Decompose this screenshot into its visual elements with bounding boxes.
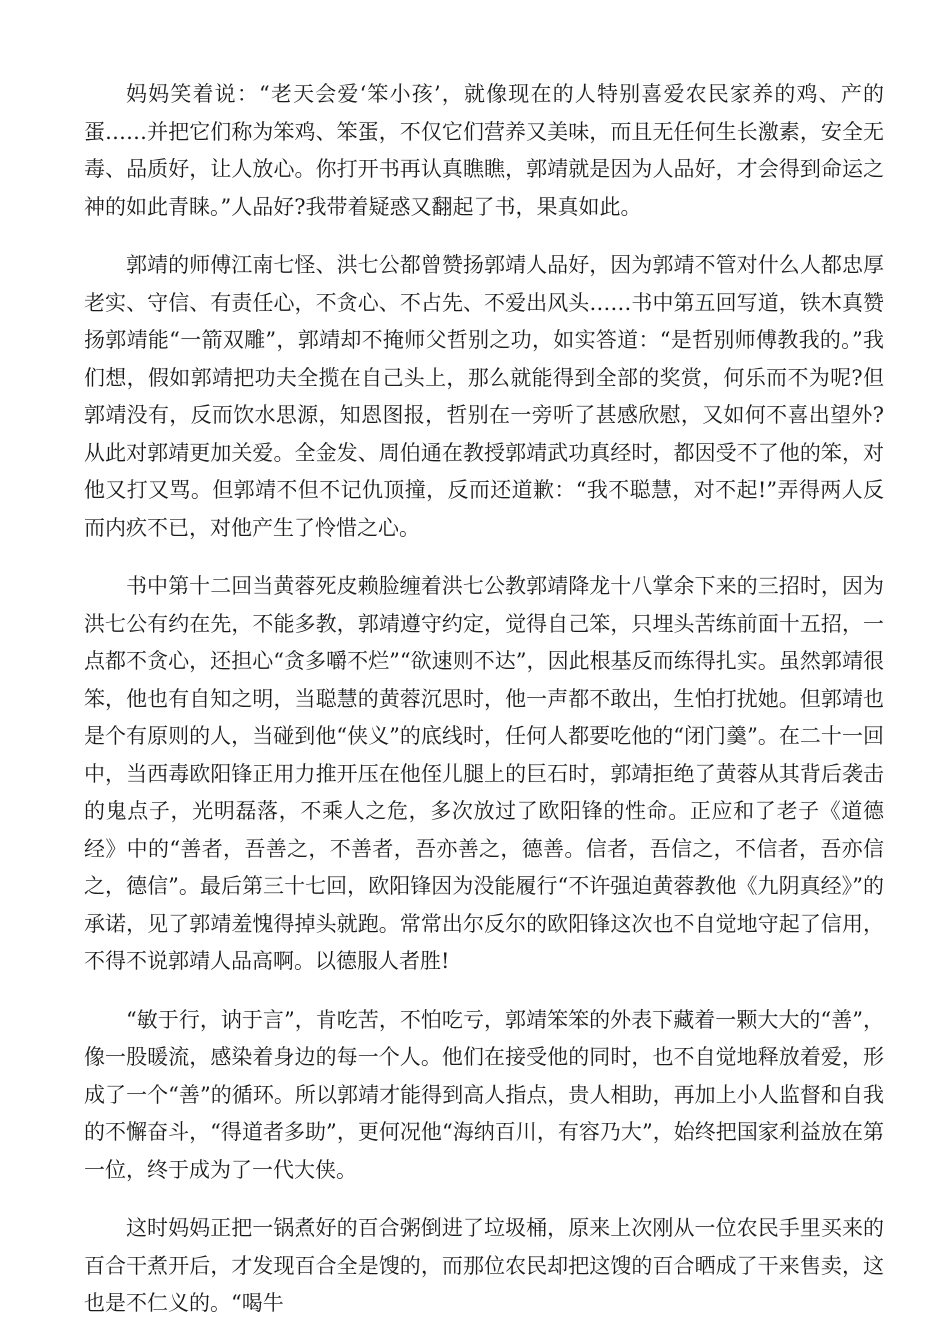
paragraph-2: 郭靖的师傅江南七怪、洪七公都曾赞扬郭靖人品好，因为郭靖不管对什么人都忠厚老实、守信、有责任心，不贪心、不占先、不爱出风头……书中第五回写道，铁木真赞扬郭靖能“一箭双雕”，郭靖却不掩师父哲别之功，如实答道：“是哲别师傅教我的。”我们想，假如郭靖把功夫全揽在自己头上，那么就能得到全部的奖赏，何乐而不为呢?但郭靖没有，反而饮水思源，知恩图报，哲别在一旁听了甚感欣慰，又如何不喜出望外?从此对郭靖更加关爱。全金发、周伯通在教授郭靖武功真经时，都因受不了他的笨，对他又打又骂。但郭靖不但不记仇顶撞，反而还道歉：“我不聪慧，对不起!”弄得两人反而内疚不已，对他产生了怜惜之心。 bbox=[84, 253, 884, 540]
document-body bbox=[84, 76, 884, 1344]
paragraph-1: 妈妈笑着说：“老天会爱‘笨小孩’，就像现在的人特别喜爱农民家养的鸡、产的蛋……并把它们称为笨鸡、笨蛋，不仅它们营养又美味，而且无任何生长激素，安全无毒、品质好，让人放心。你打开书再认真瞧瞧，郭靖就是因为人品好，才会得到命运之神的如此青睐。”人品好?我带着疑惑又翻起了书，果真如此。 bbox=[84, 82, 884, 219]
paragraph-3: 书中第十二回当黄蓉死皮赖脸缠着洪七公教郭靖降龙十八掌余下来的三招时，因为洪七公有约在先，不能多教，郭靖遵守约定，觉得自己笨，只埋头苦练前面十五招，一点都不贪心，还担心“贪多嚼不烂”“欲速则不达”，因此根基反而练得扎实。虽然郭靖很笨，他也有自知之明，当聪慧的黄蓉沉思时，他一声都不敢出，生怕打扰她。但郭靖也是个有原则的人，当碰到他“侠义”的底线时，任何人都要吃他的“闭门羹”。在二十一回中，当西毒欧阳锋正用力推开压在他侄儿腿上的巨石时，郭靖拒绝了黄蓉从其背后袭击的鬼点子，光明磊落，不乘人之危，多次放过了欧阳锋的性命。正应和了老子《道德经》中的“善者，吾善之，不善者，吾亦善之，德善。信者，吾信之，不信者，吾亦信之，德信”。最后第三十七回，欧阳锋因为没能履行“不许强迫黄蓉教他《九阴真经》”的承诺，见了郭靖羞愧得掉头就跑。常常出尔反尔的欧阳锋这次也不自觉地守起了信用，不得不说郭靖人品高啊。以德服人者胜! bbox=[84, 574, 884, 973]
paragraph-5: 这时妈妈正把一锅煮好的百合粥倒进了垃圾桶，原来上次刚从一位农民手里买来的百合干煮开后，才发现百合全是馊的，而那位农民却把这馊的百合晒成了干来售卖，这也是不仁义的。“喝牛 bbox=[84, 1216, 884, 1315]
paragraph-4: “敏于行，讷于言”，肯吃苦，不怕吃亏，郭靖笨笨的外表下藏着一颗大大的“善”，像一股暖流，感染着身边的每一个人。他们在接受他的同时，也不自觉地释放着爱，形成了一个“善”的循环。所以郭靖才能得到高人指点，贵人相助，再加上小人监督和自我的不懈奋斗，“得道者多助”，更何况他“海纳百川，有容乃大”，始终把国家利益放在第一位，终于成为了一代大侠。 bbox=[84, 1007, 884, 1182]
